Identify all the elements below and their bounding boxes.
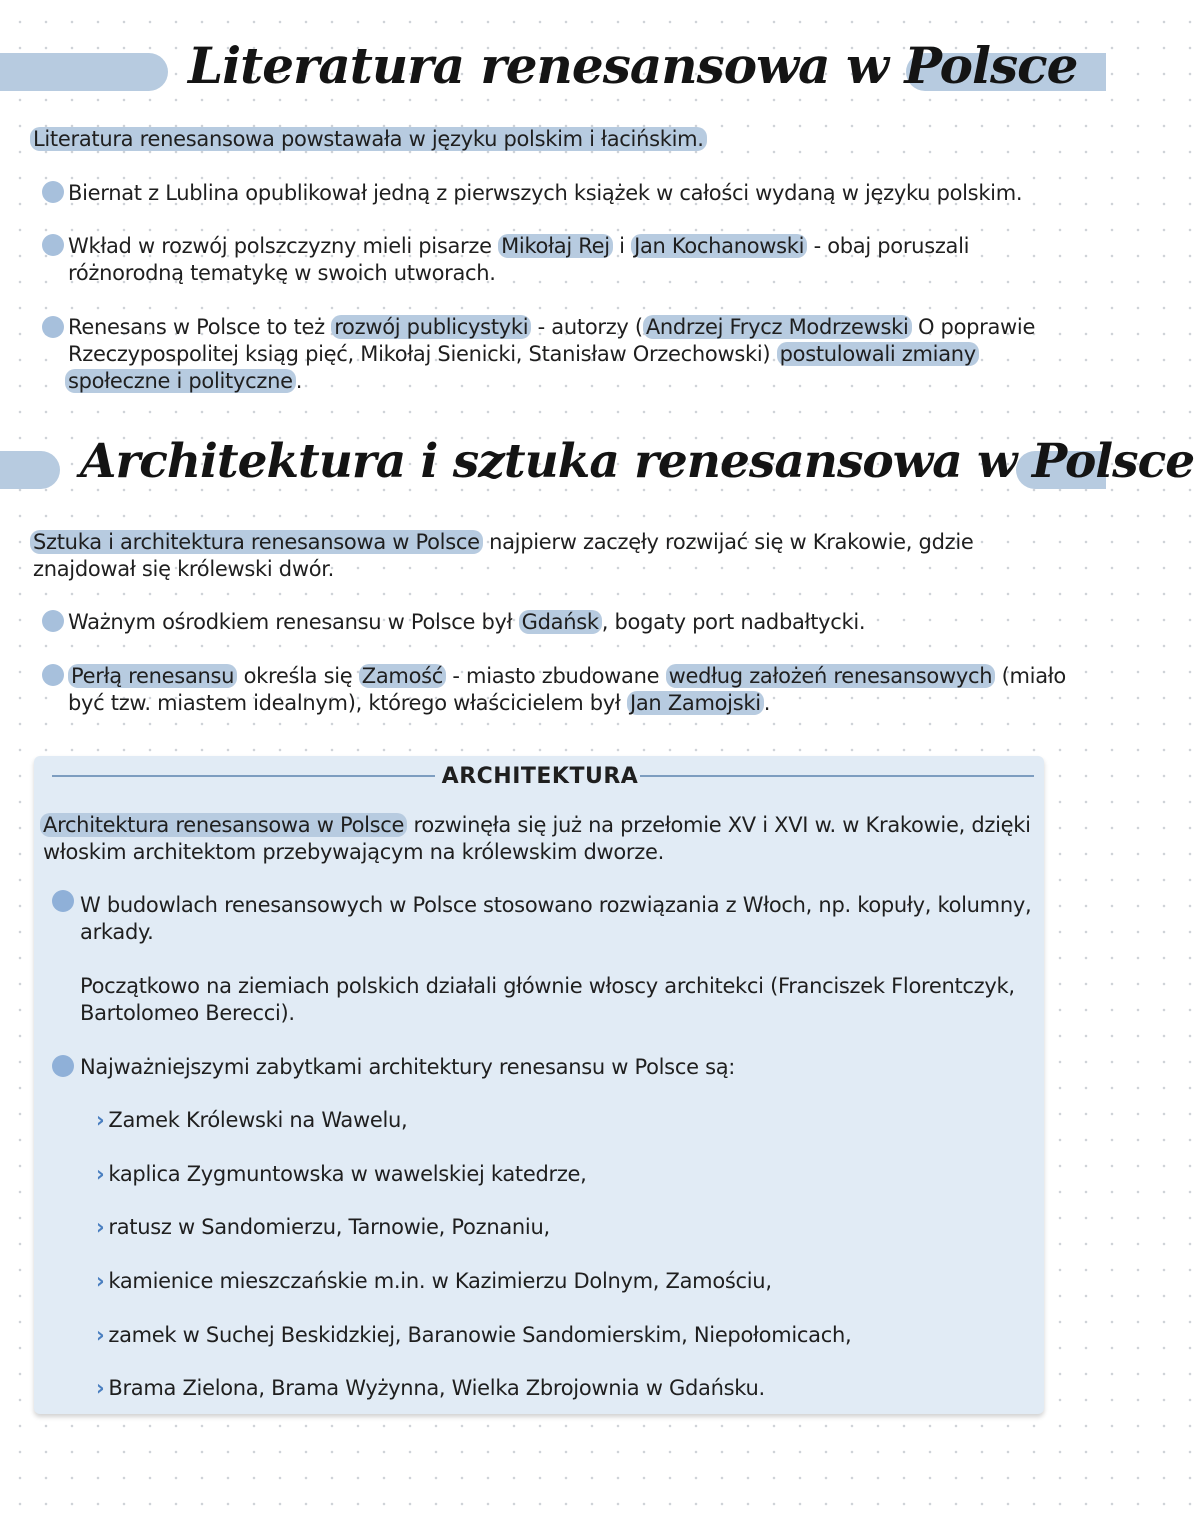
architecture-point-italy: W budowlach renesansowych w Polsce stosowano rozwiązania z Włoch, np. kopuły, kolumny, (80, 893, 1032, 917)
literature-intro: Literatura renesansowa powstawała w języku polskim i łacińskim. (30, 126, 707, 153)
bullet-icon (42, 664, 64, 686)
literature-point-writers: Wkład w rozwój polszczyzny mieli pisarze Mikołaj Rej i Jan Kochanowski - obaj poruszali (68, 234, 970, 258)
architecture-intro: Architektura renesansowa w Polsce rozwinęła się już na przełomie XV i XVI w. w Krakowie, dzięki (40, 812, 1031, 839)
monument-item: › ratusz w Sandomierzu, Tarnowie, Poznaniu, (96, 1215, 550, 1239)
architecture-paragraph-cont: Bartolomeo Berecci). (80, 1001, 295, 1025)
literature-point-journalism: Renesans w Polsce to też rozwój publicystyki - autorzy ( Andrzej Frycz Modrzewski O poprawie (68, 315, 1036, 339)
chevron-right-icon: › (96, 1108, 105, 1132)
section-title-literature: Literatura renesansowa w Polsce (188, 36, 1078, 95)
section-title-architecture-art: Architektura i sztuka renesansowa w Polsce (80, 434, 1194, 489)
heading-decoration-left (0, 451, 60, 489)
bullet-icon (42, 181, 64, 203)
literature-point-biernat: Biernat z Lublina opublikował jedną z pierwszych książek w całości wydaną w języku polskim. (68, 181, 1023, 205)
art-intro: Sztuka i architektura renesansowa w Polsce najpierw zaczęły rozwijać się w Krakowie, gdzie (30, 529, 973, 556)
architecture-monuments-intro: Najważniejszymi zabytkami architektury renesansu w Polsce są: (80, 1055, 736, 1079)
literature-point-journalism-cont2: społeczne i polityczne . (65, 368, 302, 395)
chevron-right-icon: › (96, 1269, 105, 1293)
monument-item: › zamek w Suchej Beskidzkiej, Baranowie Sandomierskim, Niepołomicach, (96, 1323, 852, 1347)
bullet-icon (52, 1055, 74, 1077)
architecture-intro-cont: włoskim architektom przebywającym na królewskim dworze. (43, 840, 664, 864)
chevron-right-icon: › (96, 1323, 105, 1347)
bullet-icon (42, 234, 64, 256)
box-title-rule-right (640, 775, 1034, 777)
art-intro-cont: znajdował się królewski dwór. (33, 557, 335, 581)
art-point-zamosc: Perłą renesansu określa się Zamość - miasto zbudowane według założeń renesansowych (miało (68, 663, 1066, 690)
bullet-icon (52, 890, 74, 912)
monument-item: › kaplica Zygmuntowska w wawelskiej katedrze, (96, 1162, 587, 1186)
chevron-right-icon: › (96, 1162, 105, 1186)
box-title-rule-left (52, 775, 435, 777)
literature-point-writers-cont: różnorodną tematykę w swoich utworach. (68, 261, 496, 285)
bullet-icon (42, 610, 64, 632)
chevron-right-icon: › (96, 1376, 105, 1400)
architecture-point-italy-cont: arkady. (80, 920, 154, 944)
bullet-icon (42, 316, 64, 338)
monument-item: › kamienice mieszczańskie m.in. w Kazimierzu Dolnym, Zamościu, (96, 1269, 772, 1293)
monument-item: › Zamek Królewski na Wawelu, (96, 1108, 408, 1132)
chevron-right-icon: › (96, 1215, 105, 1239)
architecture-paragraph: Początkowo na ziemiach polskich działali głównie włoscy architekci (Franciszek Florentczyk, (80, 974, 1015, 998)
art-point-gdansk: Ważnym ośrodkiem renesansu w Polsce był Gdańsk , bogaty port nadbałtycki. (68, 610, 866, 634)
box-title: ARCHITEKTURA (441, 764, 639, 789)
art-point-zamosc-cont: być tzw. miastem idealnym), którego właścicielem był Jan Zamojski . (68, 691, 771, 715)
monument-item: › Brama Zielona, Brama Wyżynna, Wielka Zbrojownia w Gdańsku. (96, 1376, 765, 1400)
literature-point-journalism-cont: Rzeczypospolitej ksiąg pięć, Mikołaj Sienicki, Stanisław Orzechowski) postulowali zmiany (68, 341, 979, 368)
heading-decoration-left (0, 53, 168, 91)
